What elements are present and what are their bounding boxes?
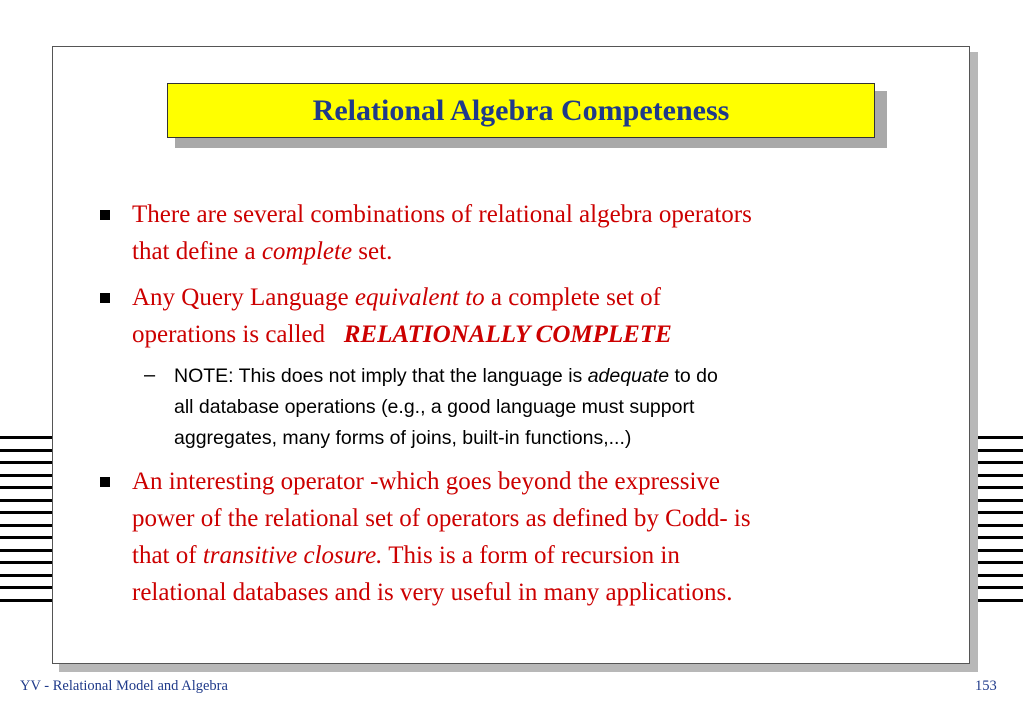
title-box: [167, 83, 875, 138]
bullet-2: [132, 279, 932, 353]
sub-bullet-line-1: [174, 361, 934, 392]
bullet-2-line-1: [132, 279, 932, 316]
bullet-1-line-1: There are several combinations of relational algebra operators: [132, 201, 752, 228]
footer-course-title: YV - Relational Model and Algebra: [20, 678, 228, 694]
bullet-2-text-2: operations is called: [132, 321, 332, 348]
sub-bullet-line-2: all database operations (e.g., a good language must support: [174, 396, 695, 418]
bullet-2-line-2: [132, 316, 932, 353]
bullet-marker-3: [100, 477, 110, 487]
bullet-marker-1: [100, 210, 110, 220]
bullet-1: [132, 196, 932, 270]
bullet-3-line-2: power of the relational set of operators as defined by Codd- is: [132, 505, 751, 532]
slide-title: Relational Algebra Competeness: [312, 93, 730, 127]
sub-bullet-text: NOTE: This does not imply that the language is: [174, 365, 588, 387]
bullet-2-text: Any Query Language: [132, 284, 355, 311]
bullet-1-line-2: [132, 233, 932, 270]
left-decorative-lines: [0, 436, 56, 611]
sub-bullet-text-end: to do: [669, 365, 718, 387]
bullet-3-text: that of: [132, 542, 203, 569]
bullet-3-line-4: relational databases and is very useful in many applications.: [132, 579, 733, 606]
bullet-3-line-3: [132, 537, 932, 574]
bullet-marker-2: [100, 293, 110, 303]
footer-page-number: 153: [975, 678, 997, 694]
sub-bullet-emphasis: adequate: [587, 365, 670, 387]
bullet-2-strong: RELATIONALLY COMPLETE: [343, 321, 672, 348]
bullet-3-text-end: This is a form of recursion in: [382, 542, 680, 569]
sub-bullet-note: [174, 361, 934, 454]
bullet-1-text-end: set.: [352, 238, 393, 265]
sub-bullet-line-3: aggregates, many forms of joins, built-in functions,...): [174, 427, 632, 449]
bullet-1-text: that define a: [132, 238, 262, 265]
bullet-2-text-end: a complete set of: [484, 284, 661, 311]
bullet-3: [132, 463, 932, 611]
bullet-2-emphasis: equivalent to: [354, 284, 485, 311]
bullet-3-emphasis: transitive closure.: [202, 542, 383, 569]
bullet-3-line-1: An interesting operator -which goes beyond the expressive: [132, 468, 721, 495]
bullet-1-emphasis: complete: [261, 238, 353, 265]
sub-bullet-dash: –: [144, 364, 156, 386]
